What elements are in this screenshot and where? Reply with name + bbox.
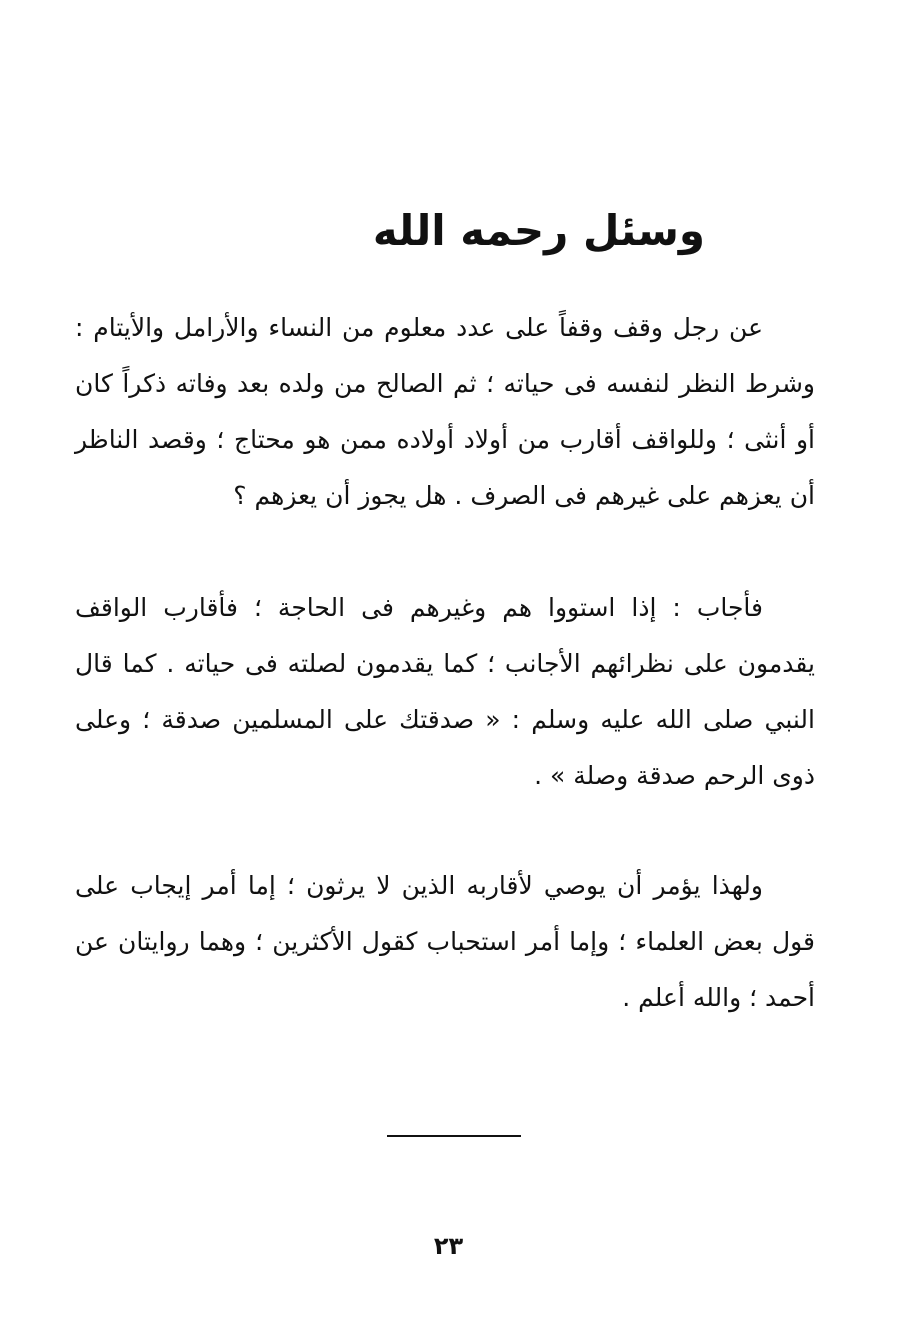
question-paragraph [75,300,815,524]
section-heading: وسئل رحمه الله [372,206,705,255]
answer-text: فأجاب : إذا استووا هم وغيرهم فى الحاجة ؛ فأقارب الواقف يقدمون على نظرائهم الأجانب ؛ كما يقدمون لصلته فى حياته . كما قال النبي صلى الله عليه وسلم : « صدقتك على المسلمين صدقة ؛ وعلى ذوى الرحم صدقة وصلة » . [75,593,815,790]
section-divider [387,1135,521,1137]
answer-paragraph [75,580,815,804]
page-number: ٢٣ [433,1232,464,1260]
conclusion-paragraph [75,858,815,1026]
question-text: عن رجل وقف وقفاً على عدد معلوم من النساء والأرامل والأيتام : وشرط النظر لنفسه فى حياته ؛ ثم الصالح من ولده بعد وفاته ذكراً كان أو أنثى ؛ وللواقف أقارب من أولاد أولاده ممن هو محتاج ؛ وقصد الناظر أن يعزهم على غيرهم فى الصرف . هل يجوز أن يعزهم ؟ [75,313,815,510]
conclusion-text: ولهذا يؤمر أن يوصي لأقاربه الذين لا يرثون ؛ إما أمر إيجاب على قول بعض العلماء ؛ وإما أمر استحباب كقول الأكثرين ؛ وهما روايتان عن أحمد ؛ والله أعلم . [75,871,815,1012]
